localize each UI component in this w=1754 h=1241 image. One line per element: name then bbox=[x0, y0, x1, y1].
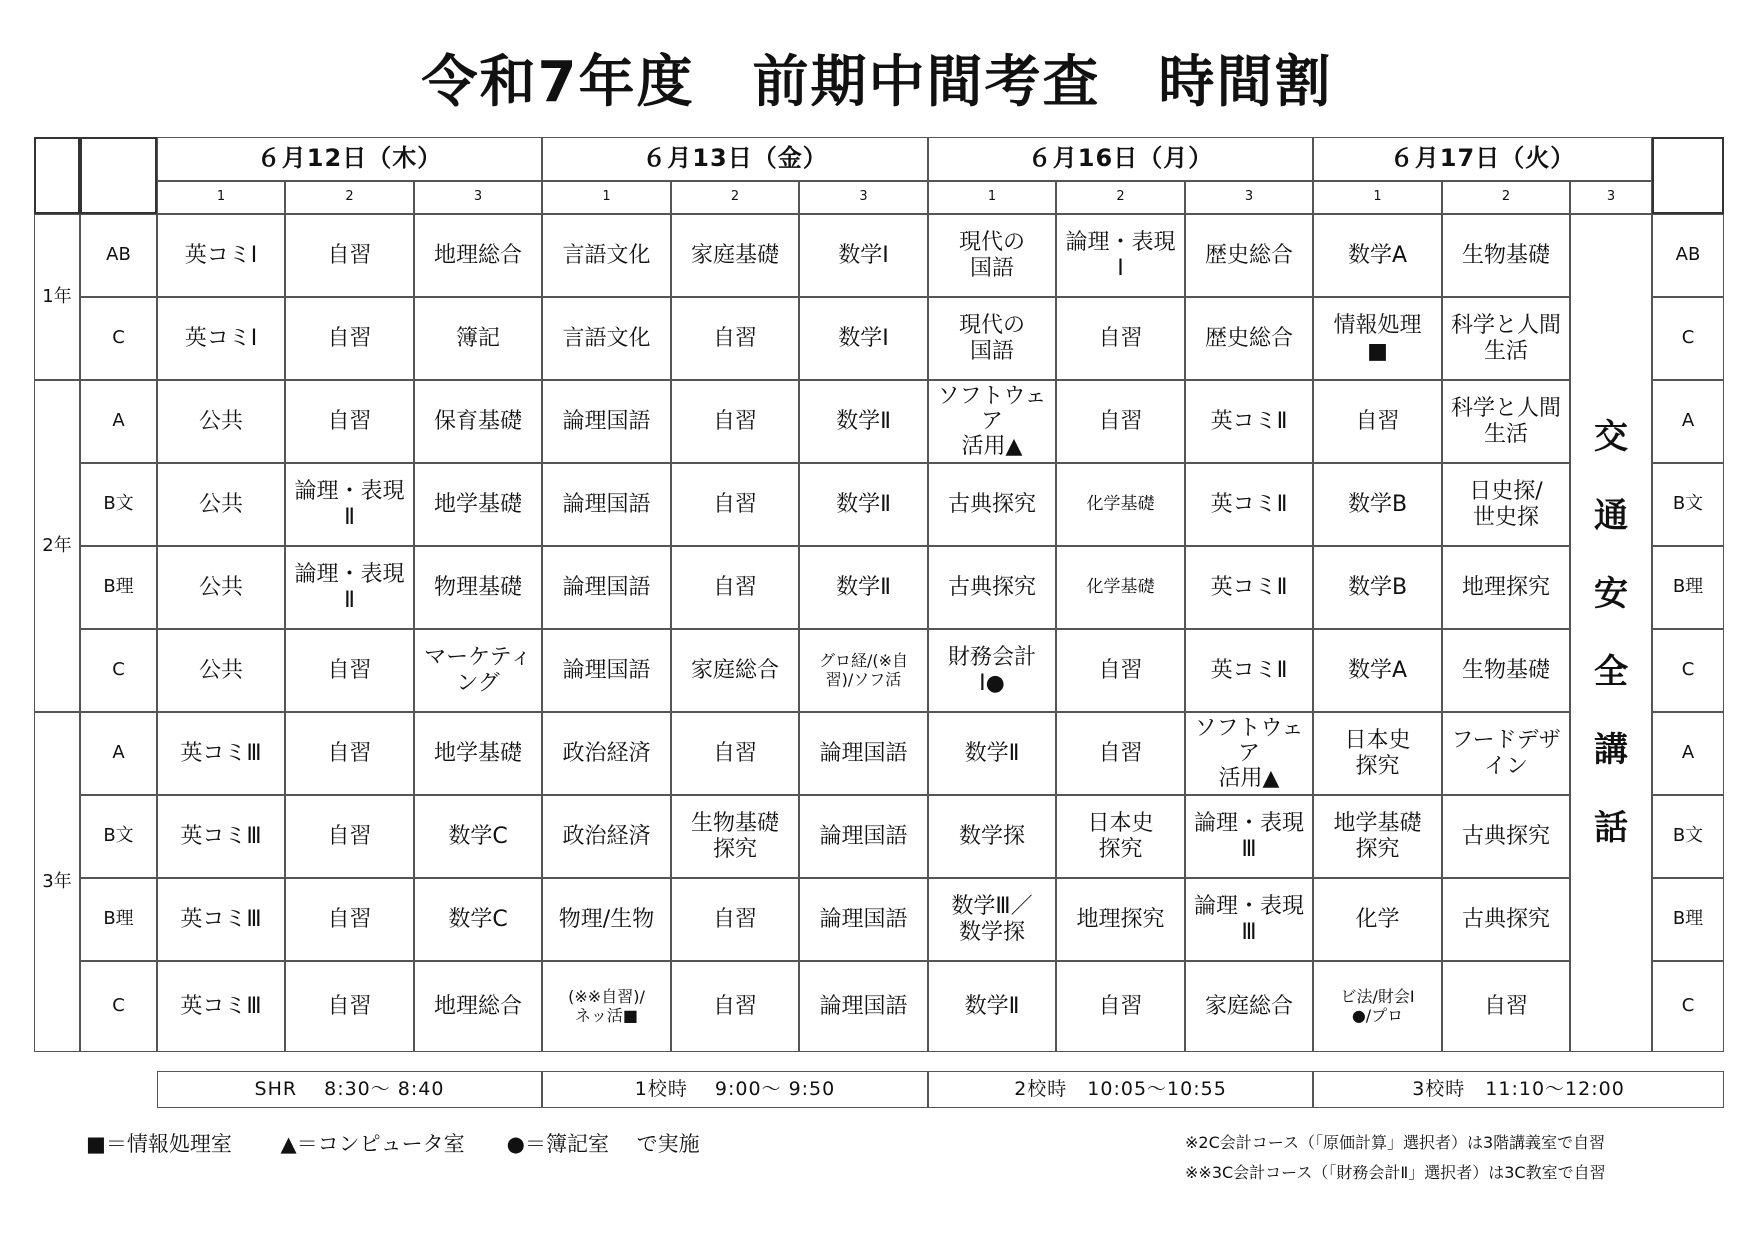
subject-cell: 英コミⅢ bbox=[157, 795, 285, 878]
subject-cell: 論理国語 bbox=[542, 380, 671, 463]
time-schedule bbox=[157, 1071, 1724, 1108]
subject-cell: 自習 bbox=[285, 297, 414, 380]
subject-cell: 自習 bbox=[1056, 629, 1185, 712]
subject-cell: 自習 bbox=[1056, 380, 1185, 463]
class-label: C bbox=[80, 629, 157, 712]
subject-cell: 数学Ⅱ bbox=[799, 546, 928, 629]
period-number: 1 bbox=[1313, 181, 1442, 214]
period-number: 3 bbox=[799, 181, 928, 214]
subject-cell: 言語文化 bbox=[542, 214, 671, 297]
period-number: 2 bbox=[1056, 181, 1185, 214]
subject-cell: 生物基礎 探究 bbox=[671, 795, 799, 878]
subject-cell: 自習 bbox=[285, 878, 414, 961]
subject-cell: 数学B bbox=[1313, 546, 1442, 629]
subject-cell: 古典探究 bbox=[1442, 795, 1570, 878]
subject-cell: 英コミⅠ bbox=[157, 297, 285, 380]
subject-cell: 数学Ⅰ bbox=[799, 297, 928, 380]
class-label: A bbox=[80, 712, 157, 795]
day-header: ６月12日（木） bbox=[157, 137, 542, 181]
event-cell: 交 通 安 全 講 話 bbox=[1570, 214, 1652, 1052]
subject-cell: 日史探/ 世史探 bbox=[1442, 463, 1570, 546]
class-label: B理 bbox=[80, 546, 157, 629]
subject-cell: 英コミⅢ bbox=[157, 712, 285, 795]
period-number: 3 bbox=[1185, 181, 1313, 214]
period-number: 1 bbox=[928, 181, 1056, 214]
subject-cell: 数学C bbox=[414, 878, 542, 961]
subject-cell: 自習 bbox=[285, 629, 414, 712]
subject-cell: 数学A bbox=[1313, 629, 1442, 712]
class-label: AB bbox=[80, 214, 157, 297]
day-header: ６月13日（金） bbox=[542, 137, 928, 181]
subject-cell: 論理国語 bbox=[542, 629, 671, 712]
class-label: C bbox=[1652, 961, 1724, 1052]
subject-cell: 英コミⅡ bbox=[1185, 380, 1313, 463]
subject-cell: 言語文化 bbox=[542, 297, 671, 380]
footnote: ※2C会計コース（「原価計算」選択者）は3階講義室で自習 bbox=[1185, 1133, 1606, 1152]
subject-cell: 政治経済 bbox=[542, 795, 671, 878]
subject-cell: 数学Ⅱ bbox=[928, 961, 1056, 1052]
subject-cell: 地理探究 bbox=[1056, 878, 1185, 961]
subject-cell: 情報処理 ■ bbox=[1313, 297, 1442, 380]
subject-cell: 生物基礎 bbox=[1442, 214, 1570, 297]
subject-cell: 日本史 探究 bbox=[1313, 712, 1442, 795]
subject-cell: 公共 bbox=[157, 463, 285, 546]
subject-cell: 化学基礎 bbox=[1056, 463, 1185, 546]
subject-cell: 数学探 bbox=[928, 795, 1056, 878]
subject-cell: 地学基礎 探究 bbox=[1313, 795, 1442, 878]
subject-cell: 公共 bbox=[157, 546, 285, 629]
subject-cell: 生物基礎 bbox=[1442, 629, 1570, 712]
subject-cell: 論理・表現 Ⅱ bbox=[285, 463, 414, 546]
subject-cell: 数学Ⅲ／ 数学探 bbox=[928, 878, 1056, 961]
subject-cell: 古典探究 bbox=[928, 546, 1056, 629]
subject-cell: 古典探究 bbox=[1442, 878, 1570, 961]
period-number: 1 bbox=[542, 181, 671, 214]
subject-cell: 化学基礎 bbox=[1056, 546, 1185, 629]
subject-cell: 英コミⅢ bbox=[157, 878, 285, 961]
subject-cell: 歴史総合 bbox=[1185, 214, 1313, 297]
subject-cell: 化学 bbox=[1313, 878, 1442, 961]
timetable bbox=[34, 137, 1724, 1052]
class-label: B理 bbox=[1652, 546, 1724, 629]
subject-cell: 論理・表現 Ⅲ bbox=[1185, 795, 1313, 878]
subject-cell: 科学と人間 生活 bbox=[1442, 380, 1570, 463]
period-number: 2 bbox=[671, 181, 799, 214]
subject-cell: 自習 bbox=[671, 546, 799, 629]
class-label: B理 bbox=[80, 878, 157, 961]
subject-cell: 物理/生物 bbox=[542, 878, 671, 961]
footnote: ※※3C会計コース（「財務会計Ⅱ」選択者）は3C教室で自習 bbox=[1185, 1163, 1606, 1182]
subject-cell: 論理国語 bbox=[799, 712, 928, 795]
subject-cell: 英コミⅠ bbox=[157, 214, 285, 297]
subject-cell: 公共 bbox=[157, 380, 285, 463]
room-legend: ■＝情報処理室 ▲＝コンピュータ室 ●＝簿記室 で実施 bbox=[86, 1132, 700, 1156]
subject-cell: (※※自習)/ ネッ活■ bbox=[542, 961, 671, 1052]
class-label: A bbox=[80, 380, 157, 463]
subject-cell: 自習 bbox=[671, 380, 799, 463]
class-label: C bbox=[80, 961, 157, 1052]
subject-cell: 論理国語 bbox=[542, 546, 671, 629]
grade-label: 3年 bbox=[34, 712, 80, 1052]
subject-cell: 自習 bbox=[671, 878, 799, 961]
subject-cell: 家庭基礎 bbox=[671, 214, 799, 297]
subject-cell: 財務会計 Ⅰ● bbox=[928, 629, 1056, 712]
subject-cell: 自習 bbox=[285, 380, 414, 463]
subject-cell: 古典探究 bbox=[928, 463, 1056, 546]
subject-cell: 日本史 探究 bbox=[1056, 795, 1185, 878]
subject-cell: ビ法/財会Ⅰ ●/プロ bbox=[1313, 961, 1442, 1052]
subject-cell: 公共 bbox=[157, 629, 285, 712]
period-number: 1 bbox=[157, 181, 285, 214]
subject-cell: 論理国語 bbox=[799, 961, 928, 1052]
subject-cell: 保育基礎 bbox=[414, 380, 542, 463]
period-number: 3 bbox=[414, 181, 542, 214]
subject-cell: 論理・表現 Ⅰ bbox=[1056, 214, 1185, 297]
class-label: AB bbox=[1652, 214, 1724, 297]
subject-cell: 英コミⅡ bbox=[1185, 629, 1313, 712]
subject-cell: 数学Ⅱ bbox=[799, 380, 928, 463]
subject-cell: 現代の 国語 bbox=[928, 297, 1056, 380]
class-label: B文 bbox=[1652, 795, 1724, 878]
subject-cell: ソフトウェア 活用▲ bbox=[928, 380, 1056, 463]
page-title: 令和7年度 前期中間考査 時間割 bbox=[421, 50, 1333, 115]
subject-cell: フードデザ イン bbox=[1442, 712, 1570, 795]
subject-cell: 自習 bbox=[1442, 961, 1570, 1052]
subject-cell: 地学基礎 bbox=[414, 463, 542, 546]
subject-cell: 物理基礎 bbox=[414, 546, 542, 629]
subject-cell: 自習 bbox=[285, 961, 414, 1052]
subject-cell: グロ経/(※自 習)/ソフ活 bbox=[799, 629, 928, 712]
day-header: ６月17日（火） bbox=[1313, 137, 1652, 181]
grade-label: 2年 bbox=[34, 380, 80, 712]
subject-cell: 英コミⅡ bbox=[1185, 546, 1313, 629]
time-slot: 2校時 10:05～10:55 bbox=[928, 1071, 1313, 1108]
subject-cell: 数学B bbox=[1313, 463, 1442, 546]
period-number: 2 bbox=[285, 181, 414, 214]
subject-cell: 自習 bbox=[671, 463, 799, 546]
grade-label: 1年 bbox=[34, 214, 80, 380]
period-number: 2 bbox=[1442, 181, 1570, 214]
class-label: C bbox=[1652, 297, 1724, 380]
subject-cell: 数学Ⅰ bbox=[799, 214, 928, 297]
subject-cell: 歴史総合 bbox=[1185, 297, 1313, 380]
class-label: A bbox=[1652, 712, 1724, 795]
subject-cell: 自習 bbox=[1056, 712, 1185, 795]
time-slot: 3校時 11:10～12:00 bbox=[1313, 1071, 1724, 1108]
subject-cell: 地理探究 bbox=[1442, 546, 1570, 629]
time-slot: SHR 8:30～ 8:40 bbox=[157, 1071, 542, 1108]
class-label: B文 bbox=[80, 795, 157, 878]
header-corner bbox=[1652, 137, 1724, 214]
subject-cell: ソフトウェア 活用▲ bbox=[1185, 712, 1313, 795]
subject-cell: 自習 bbox=[285, 214, 414, 297]
subject-cell: 数学A bbox=[1313, 214, 1442, 297]
subject-cell: 自習 bbox=[1313, 380, 1442, 463]
subject-cell: 英コミⅢ bbox=[157, 961, 285, 1052]
class-label: B文 bbox=[80, 463, 157, 546]
subject-cell: 地理総合 bbox=[414, 214, 542, 297]
subject-cell: 自習 bbox=[1056, 961, 1185, 1052]
day-header: ６月16日（月） bbox=[928, 137, 1313, 181]
subject-cell: 政治経済 bbox=[542, 712, 671, 795]
subject-cell: 英コミⅡ bbox=[1185, 463, 1313, 546]
time-slot: 1校時 9:00～ 9:50 bbox=[542, 1071, 928, 1108]
subject-cell: 現代の 国語 bbox=[928, 214, 1056, 297]
subject-cell: 家庭総合 bbox=[1185, 961, 1313, 1052]
class-label: C bbox=[1652, 629, 1724, 712]
class-label: A bbox=[1652, 380, 1724, 463]
subject-cell: 自習 bbox=[671, 297, 799, 380]
subject-cell: 論理国語 bbox=[799, 878, 928, 961]
subject-cell: 自習 bbox=[671, 712, 799, 795]
class-label: C bbox=[80, 297, 157, 380]
subject-cell: 自習 bbox=[1056, 297, 1185, 380]
subject-cell: 家庭総合 bbox=[671, 629, 799, 712]
period-number: 3 bbox=[1570, 181, 1652, 214]
subject-cell: 論理国語 bbox=[799, 795, 928, 878]
subject-cell: 科学と人間 生活 bbox=[1442, 297, 1570, 380]
header-corner bbox=[34, 137, 80, 214]
subject-cell: 自習 bbox=[285, 795, 414, 878]
subject-cell: 数学Ⅱ bbox=[799, 463, 928, 546]
subject-cell: 論理・表現 Ⅱ bbox=[285, 546, 414, 629]
header-corner bbox=[80, 137, 157, 214]
subject-cell: 数学C bbox=[414, 795, 542, 878]
class-label: B理 bbox=[1652, 878, 1724, 961]
subject-cell: 自習 bbox=[671, 961, 799, 1052]
subject-cell: 論理・表現 Ⅲ bbox=[1185, 878, 1313, 961]
subject-cell: 論理国語 bbox=[542, 463, 671, 546]
subject-cell: 数学Ⅱ bbox=[928, 712, 1056, 795]
subject-cell: 地理総合 bbox=[414, 961, 542, 1052]
subject-cell: 自習 bbox=[285, 712, 414, 795]
class-label: B文 bbox=[1652, 463, 1724, 546]
subject-cell: 地学基礎 bbox=[414, 712, 542, 795]
subject-cell: マーケティ ング bbox=[414, 629, 542, 712]
subject-cell: 簿記 bbox=[414, 297, 542, 380]
